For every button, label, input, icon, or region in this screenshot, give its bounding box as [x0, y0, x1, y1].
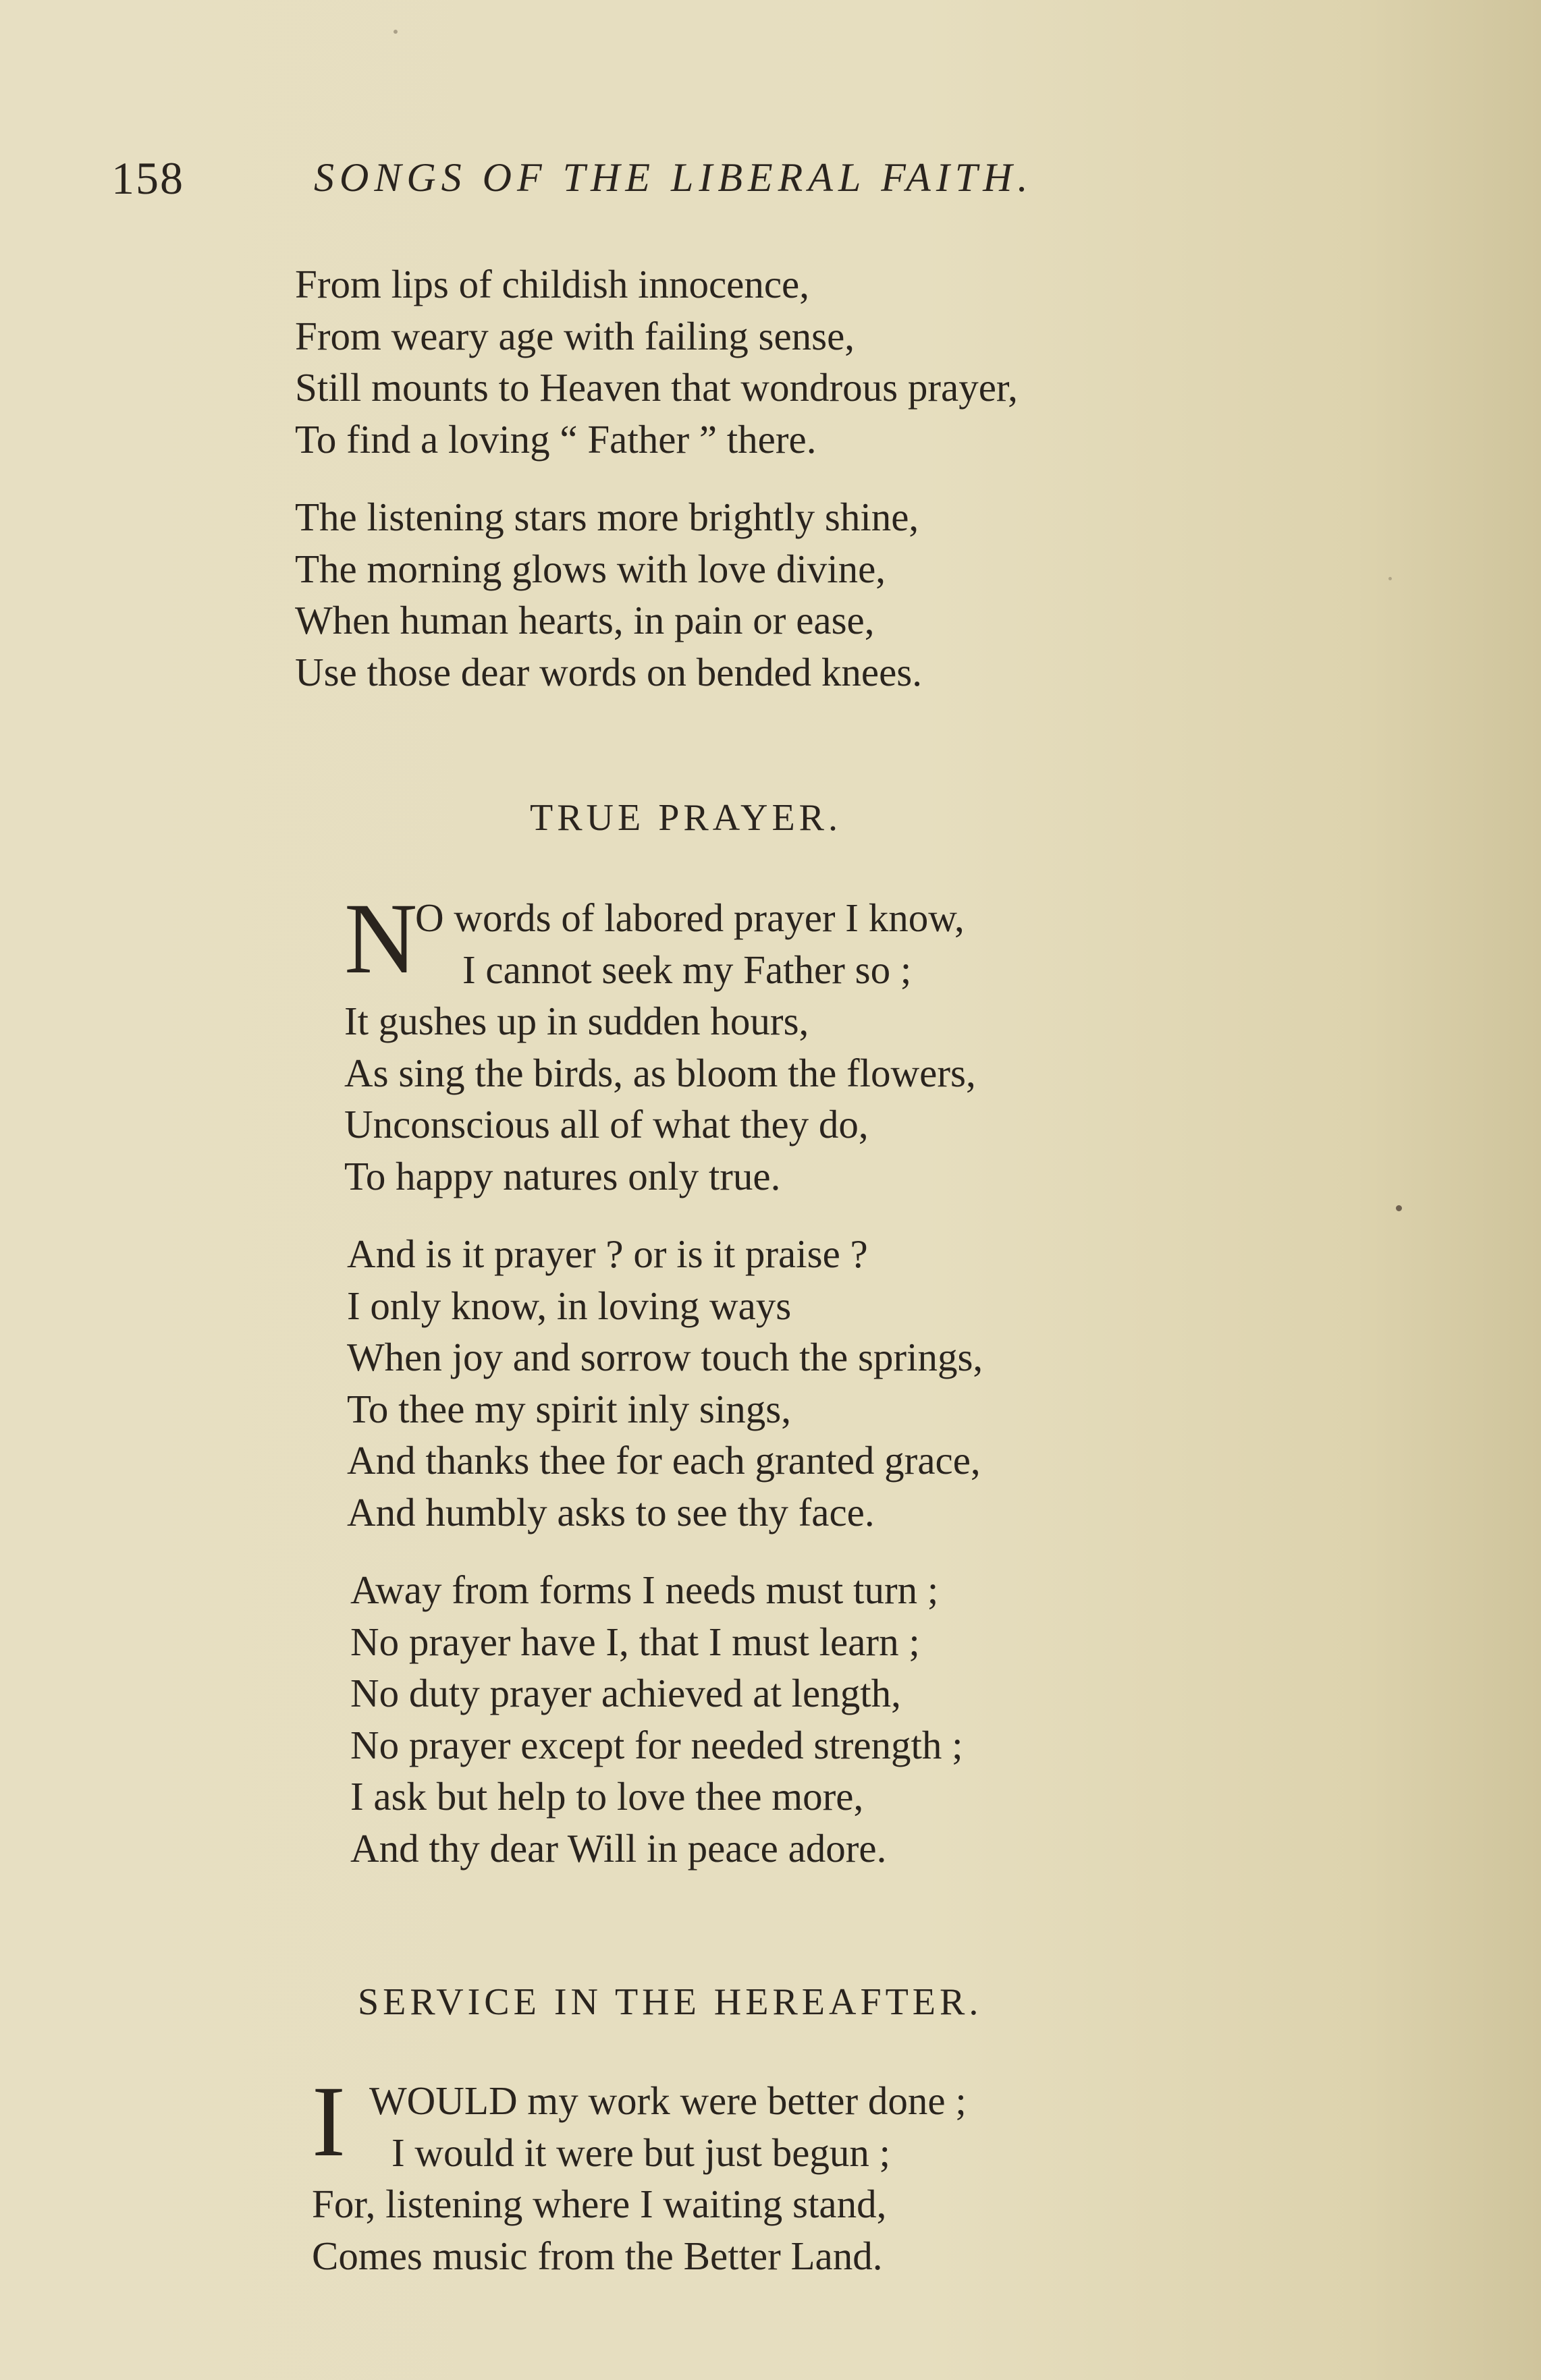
- poem-line: Use those dear words on bended knees.: [295, 649, 922, 694]
- poem-line: WOULD my work were better done ;: [369, 2078, 967, 2123]
- poem-line: Comes music from the Better Land.: [312, 2233, 883, 2278]
- poem-line: No duty prayer achieved at length,: [350, 1671, 901, 1715]
- poem-line: When joy and sorrow touch the springs,: [347, 1335, 983, 1379]
- poem-line: No prayer have I, that I must learn ;: [350, 1619, 920, 1664]
- poem-line: To thee my spirit inly sings,: [347, 1386, 791, 1431]
- poem-title-service-hereafter: SERVICE IN THE HEREAFTER.: [358, 1981, 983, 2023]
- true-prayer-stanza-3: [350, 1564, 963, 1874]
- drop-cap: N: [344, 883, 418, 995]
- running-title: SONGS OF THE LIBERAL FAITH.: [314, 155, 1033, 200]
- poem-line: The listening stars more brightly shine,: [295, 495, 919, 539]
- poem-line: For, listening where I waiting stand,: [312, 2182, 887, 2226]
- page-number: 158: [111, 153, 184, 204]
- paper-speck: [1388, 577, 1392, 580]
- poem-line: Unconscious all of what they do,: [344, 1102, 869, 1146]
- continued-poem-stanza-2: [295, 491, 922, 698]
- poem-line: No prayer except for needed strength ;: [350, 1722, 963, 1767]
- paper-speck: [1396, 1205, 1402, 1211]
- continued-poem-stanza-1: [295, 258, 1018, 465]
- page-header: [111, 152, 1326, 206]
- poem-line: I would it were but just begun ;: [391, 2130, 891, 2175]
- poem-line: From weary age with failing sense,: [295, 313, 855, 358]
- poem-line: I only know, in loving ways: [347, 1283, 792, 1328]
- poem-line: To happy natures only true.: [344, 1153, 781, 1198]
- poem-line: It gushes up in sudden hours,: [344, 999, 809, 1043]
- poem-line: To find a loving “ Father ” there.: [295, 416, 817, 462]
- poem-line: I ask but help to love thee more,: [350, 1774, 864, 1819]
- poem-line: Away from forms I needs must turn ;: [350, 1568, 939, 1612]
- poem-line: And humbly asks to see thy face.: [347, 1489, 875, 1534]
- poem-line: And is it prayer ? or is it praise ?: [347, 1231, 868, 1276]
- poem-title-true-prayer: TRUE PRAYER.: [530, 797, 842, 839]
- poem-line: As sing the birds, as bloom the flowers,: [344, 1050, 976, 1095]
- poem-line: Still mounts to Heaven that wondrous prayer,: [295, 365, 1018, 410]
- true-prayer-stanza-2: [347, 1228, 983, 1538]
- poem-line: O words of labored prayer I know,: [415, 895, 965, 940]
- poem-line: The morning glows with love divine,: [295, 546, 886, 591]
- service-hereafter-opening: [312, 2066, 967, 2281]
- poem-line: And thy dear Will in peace adore.: [350, 1825, 887, 1871]
- poem-line: When human hearts, in pain or ease,: [295, 598, 875, 642]
- poem-line: I cannot seek my Father so ;: [462, 947, 912, 992]
- poem-line: From lips of childish innocence,: [295, 262, 809, 306]
- paper-speck: [394, 30, 398, 34]
- poem-line: And thanks thee for each granted grace,: [347, 1438, 981, 1483]
- true-prayer-opening: [344, 883, 976, 1202]
- drop-cap: I: [312, 2066, 346, 2178]
